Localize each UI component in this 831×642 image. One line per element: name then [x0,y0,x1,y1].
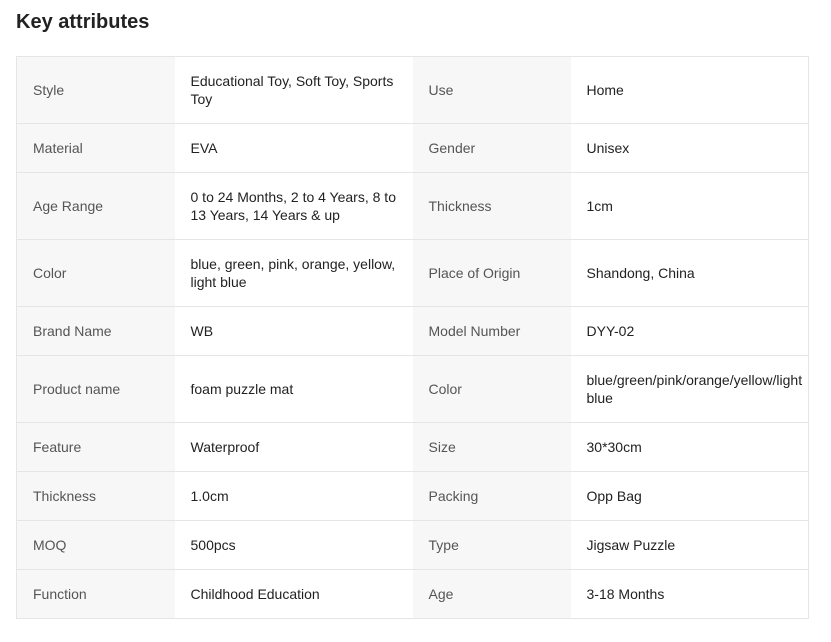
table-row [17,57,809,124]
attribute-name: Style [17,57,175,124]
attribute-value: 1cm [571,173,809,240]
attribute-name: Size [413,423,571,472]
attribute-name: Thickness [413,173,571,240]
attribute-value: DYY-02 [571,307,809,356]
attribute-value: blue/green/pink/orange/yellow/light blue [571,356,809,423]
attribute-value: Waterproof [175,423,413,472]
attribute-value: Home [571,57,809,124]
attribute-value: Opp Bag [571,472,809,521]
attribute-value: Unisex [571,124,809,173]
attribute-name: Material [17,124,175,173]
attribute-name: Gender [413,124,571,173]
attribute-name: Age Range [17,173,175,240]
table-row [17,307,809,356]
attribute-name: Use [413,57,571,124]
attribute-value: foam puzzle mat [175,356,413,423]
attribute-value: WB [175,307,413,356]
table-row [17,240,809,307]
attribute-value: 0 to 24 Months, 2 to 4 Years, 8 to 13 Years, 14 Years & up [175,173,413,240]
attribute-value: 1.0cm [175,472,413,521]
section-title: Key attributes [16,11,150,33]
attribute-name: Feature [17,423,175,472]
table-row [17,124,809,173]
attribute-name: Place of Origin [413,240,571,307]
attribute-name: Function [17,570,175,619]
attribute-value: Childhood Education [175,570,413,619]
key-attributes-table [16,56,809,619]
attribute-value: blue, green, pink, orange, yellow, light blue [175,240,413,307]
attribute-value: 500pcs [175,521,413,570]
attribute-name: Age [413,570,571,619]
attribute-name: Model Number [413,307,571,356]
table-row [17,356,809,423]
attribute-name: MOQ [17,521,175,570]
table-row [17,521,809,570]
attribute-name: Color [17,240,175,307]
attribute-name: Brand Name [17,307,175,356]
attribute-name: Thickness [17,472,175,521]
attribute-value: EVA [175,124,413,173]
attribute-value: Jigsaw Puzzle [571,521,809,570]
attribute-name: Packing [413,472,571,521]
attribute-value: Educational Toy, Soft Toy, Sports Toy [175,57,413,124]
table-row [17,173,809,240]
attribute-value: 30*30cm [571,423,809,472]
attribute-name: Type [413,521,571,570]
table-row [17,570,809,619]
table-row [17,472,809,521]
attribute-name: Product name [17,356,175,423]
attribute-value: 3-18 Months [571,570,809,619]
attribute-value: Shandong, China [571,240,809,307]
table-row [17,423,809,472]
attribute-name: Color [413,356,571,423]
